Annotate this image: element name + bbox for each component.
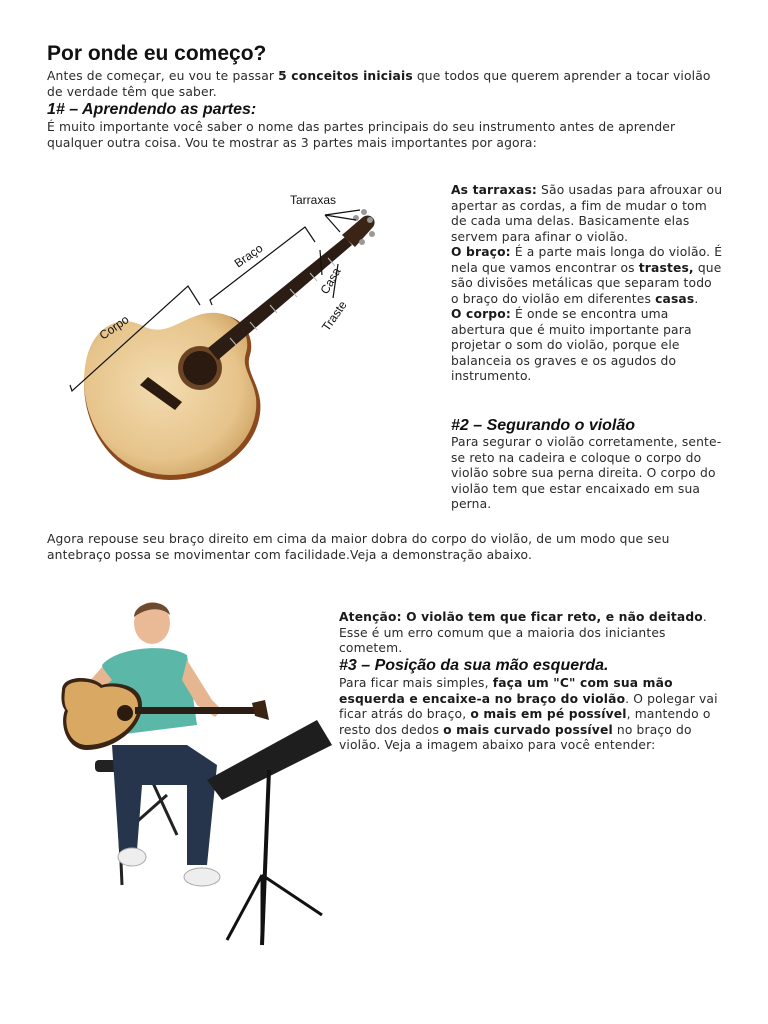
section2-heading: #2 – Segurando o violão: [451, 417, 636, 434]
tarraxas-text: São usadas para afrouxar ou apertar as cordas, a fim de mudar o tom de cada uma delas. Basicamente elas servem para afinar o violão.: [451, 183, 723, 244]
section3-text-1: Para ficar mais simples,: [339, 676, 493, 690]
section3-bold-1: faça um "C" com sua mão esquerda e encaixe-a no braço do violão: [339, 676, 673, 706]
label-traste: Traste: [318, 298, 350, 334]
section3-text: [339, 676, 724, 754]
section3-text-4: no braço do violão. Veja a imagem abaixo para você entender:: [339, 722, 692, 752]
intro-text-end: que todos que querem aprender a tocar violão de verdade têm que saber.: [47, 69, 711, 99]
attention-text: . Esse é um erro comum que a maioria dos iniciantes cometem.: [339, 610, 707, 655]
section1-heading: 1# – Aprendendo as partes:: [47, 101, 257, 118]
braco-title: O braço:: [451, 245, 511, 259]
corpo-text: É onde se encontra uma abertura que é muito importante para projetar o som do violão, porque ele balanceia os graves e os agudos do instrumento.: [451, 307, 692, 383]
attention-note: [339, 610, 724, 657]
braco-bold-trastes: trastes,: [638, 260, 694, 275]
tarraxas-title: As tarraxas:: [451, 183, 537, 197]
label-casa: Casa: [317, 265, 344, 297]
braco-text: É a parte mais longa do violão. É nela que vamos encontrar os: [451, 245, 723, 275]
attention-bold: Atenção: O violão tem que ficar reto, e não deitado: [339, 610, 703, 624]
section3-text-2: . O polegar vai ficar atrás do braço,: [339, 691, 718, 721]
person-holding-guitar-photo: [47, 595, 332, 970]
section2-text: Para segurar o violão corretamente, sente-se reto na cadeira e coloque o corpo do violão sobre sua perna direita. O corpo do violão tem que estar encaixado em sua perna.: [451, 435, 722, 511]
label-tarraxas: Tarraxas: [290, 193, 337, 207]
section3-bold-3: o mais curvado possível: [443, 722, 613, 737]
intro-paragraph: [47, 69, 727, 100]
label-corpo: Corpo: [96, 312, 132, 343]
section1-text: É muito importante você saber o nome das partes principais do seu instrumento antes de aprender qualquer outra coisa. Vou te mostrar as 3 partes mais importantes por agora:: [47, 120, 676, 150]
label-braco: Braço: [231, 241, 266, 271]
corpo-title: O corpo:: [451, 307, 511, 321]
page-title: Por onde eu começo?: [47, 42, 267, 65]
tarraxas-description: [451, 183, 723, 385]
braco-text-2: que são divisões metálicas que separam todo o braço do violão em diferentes: [451, 260, 722, 306]
section3-text-3: , mantendo o resto dos dedos: [339, 707, 711, 737]
intro-bold: 5 conceitos iniciais: [278, 69, 413, 83]
braco-bold-casas: casas: [655, 291, 695, 306]
section2-text-2: Agora repouse seu braço direito em cima da maior dobra do corpo do violão, de um modo que seu antebraço possa se movimentar com facilidade.Veja a demonstração abaixo.: [47, 532, 670, 562]
guitar-neck: [208, 237, 352, 360]
section3-heading: #3 – Posição da sua mão esquerda.: [339, 657, 609, 674]
braco-text-3: .: [694, 291, 699, 306]
guitar-parts-diagram: [60, 180, 390, 490]
intro-text: Antes de começar, eu vou te passar: [47, 69, 279, 83]
section3-bold-2: o mais em pé possível: [470, 707, 627, 721]
